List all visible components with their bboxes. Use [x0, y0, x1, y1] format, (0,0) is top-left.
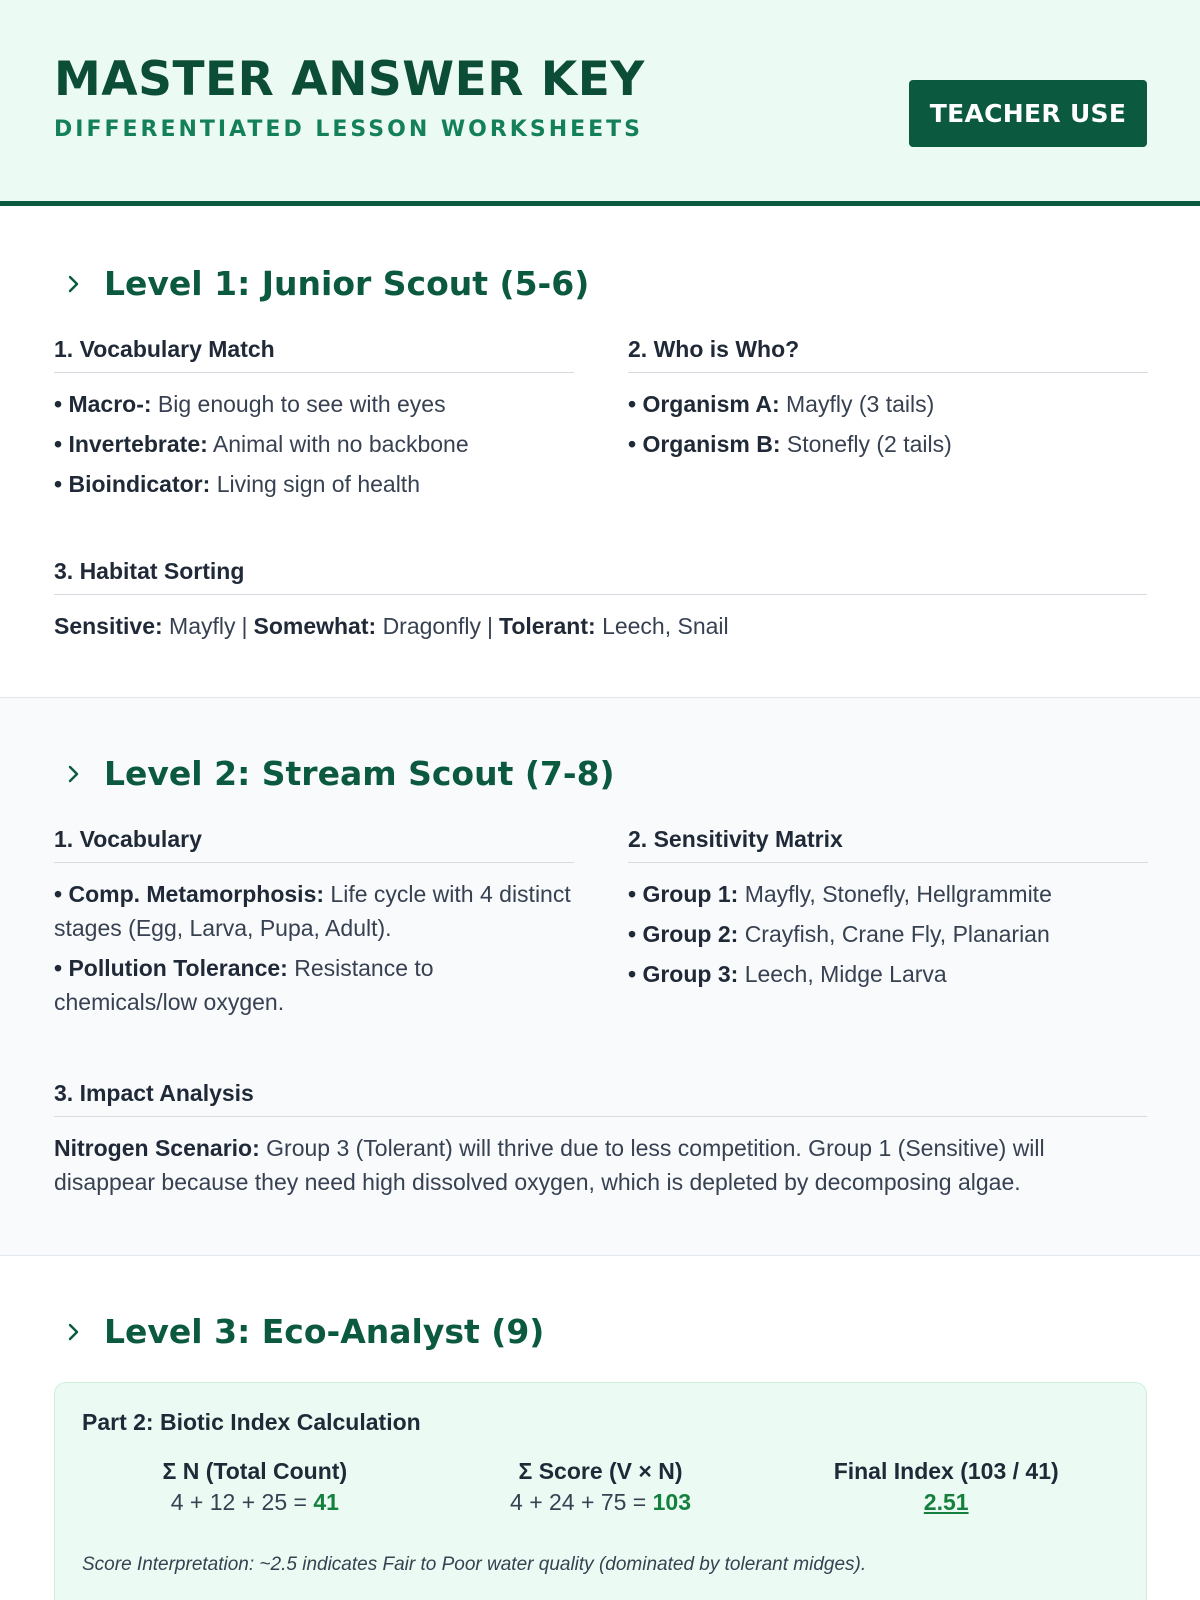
question-title: 2. Who is Who?	[628, 336, 1148, 373]
question-title: 1. Vocabulary Match	[54, 336, 574, 373]
level-3-title: Level 3: Eco-Analyst (9)	[104, 1312, 545, 1351]
calc-title: Part 2: Biotic Index Calculation	[82, 1409, 421, 1435]
page-header	[0, 0, 1200, 206]
level-2-header[interactable]	[54, 754, 615, 793]
level-3-section	[0, 1256, 1200, 1600]
who-is-who-block	[628, 336, 1148, 467]
question-title: 1. Vocabulary	[54, 826, 574, 863]
chevron-right-icon	[60, 760, 88, 788]
habitat-sorting-block	[54, 558, 1147, 643]
level-2-section	[0, 698, 1200, 1256]
chevron-right-icon	[60, 270, 88, 298]
score-sum-expression: 4 + 24 + 75 = 103	[510, 1489, 691, 1515]
impact-analysis-block	[54, 1080, 1147, 1199]
vocabulary-block	[54, 826, 574, 1025]
final-index-result: 2.51	[923, 1489, 969, 1515]
list-item: • Comp. Metamorphosis: Life cycle with 4 distinct stages (Egg, Larva, Pupa, Adult).	[54, 881, 571, 941]
level-2-title: Level 2: Stream Scout (7-8)	[104, 754, 615, 793]
page-subtitle: DIFFERENTIATED LESSON WORKSHEETS	[54, 117, 644, 142]
list-item: • Group 2: Crayfish, Crane Fly, Planarian	[628, 921, 1050, 947]
level-3-header[interactable]	[54, 1312, 544, 1351]
level-1-header[interactable]	[54, 264, 589, 303]
total-count-column	[82, 1458, 428, 1516]
score-sum-label: Σ Score (V × N)	[518, 1458, 683, 1484]
question-title: 3. Impact Analysis	[54, 1080, 1147, 1117]
list-item: • Organism A: Mayfly (3 tails)	[628, 391, 935, 417]
final-index-label: Final Index (103 / 41)	[833, 1458, 1059, 1484]
list-item: • Invertebrate: Animal with no backbone	[54, 431, 469, 457]
list-item: • Macro-: Big enough to see with eyes	[54, 391, 446, 417]
final-index-column	[773, 1458, 1119, 1516]
biotic-index-panel	[54, 1382, 1147, 1600]
habitat-sorting-answer: Sensitive: Mayfly | Somewhat: Dragonfly | Tolerant: Leech, Snail	[54, 613, 729, 639]
list-item: • Organism B: Stonefly (2 tails)	[628, 431, 952, 457]
question-title: 3. Habitat Sorting	[54, 558, 1147, 595]
total-count-label: Σ N (Total Count)	[162, 1458, 348, 1484]
list-item: • Bioindicator: Living sign of health	[54, 471, 420, 497]
total-count-result: 41	[313, 1489, 339, 1515]
question-title: 2. Sensitivity Matrix	[628, 826, 1148, 863]
score-sum-column	[428, 1458, 774, 1516]
list-item: • Group 1: Mayfly, Stonefly, Hellgrammite	[628, 881, 1052, 907]
sensitivity-matrix-block	[628, 826, 1148, 997]
teacher-use-badge: TEACHER USE	[909, 80, 1147, 147]
score-interpretation-note: Score Interpretation: ~2.5 indicates Fair to Poor water quality (dominated by tolerant midges).	[82, 1554, 867, 1575]
page-title: MASTER ANSWER KEY	[54, 52, 645, 107]
score-sum-result: 103	[652, 1489, 691, 1515]
level-1-section	[0, 206, 1200, 698]
total-count-expression: 4 + 12 + 25 = 41	[170, 1489, 339, 1515]
chevron-right-icon	[60, 1318, 88, 1346]
level-1-title: Level 1: Junior Scout (5-6)	[104, 264, 590, 303]
list-item: • Group 3: Leech, Midge Larva	[628, 961, 947, 987]
vocabulary-match-block	[54, 336, 574, 507]
list-item: • Pollution Tolerance: Resistance to chemicals/low oxygen.	[54, 955, 434, 1015]
impact-analysis-answer: Nitrogen Scenario: Group 3 (Tolerant) will thrive due to less competition. Group 1 (Sensitive) will disappear because they need high dissolved oxygen, which is depleted by decomposing algae.	[54, 1135, 1045, 1195]
